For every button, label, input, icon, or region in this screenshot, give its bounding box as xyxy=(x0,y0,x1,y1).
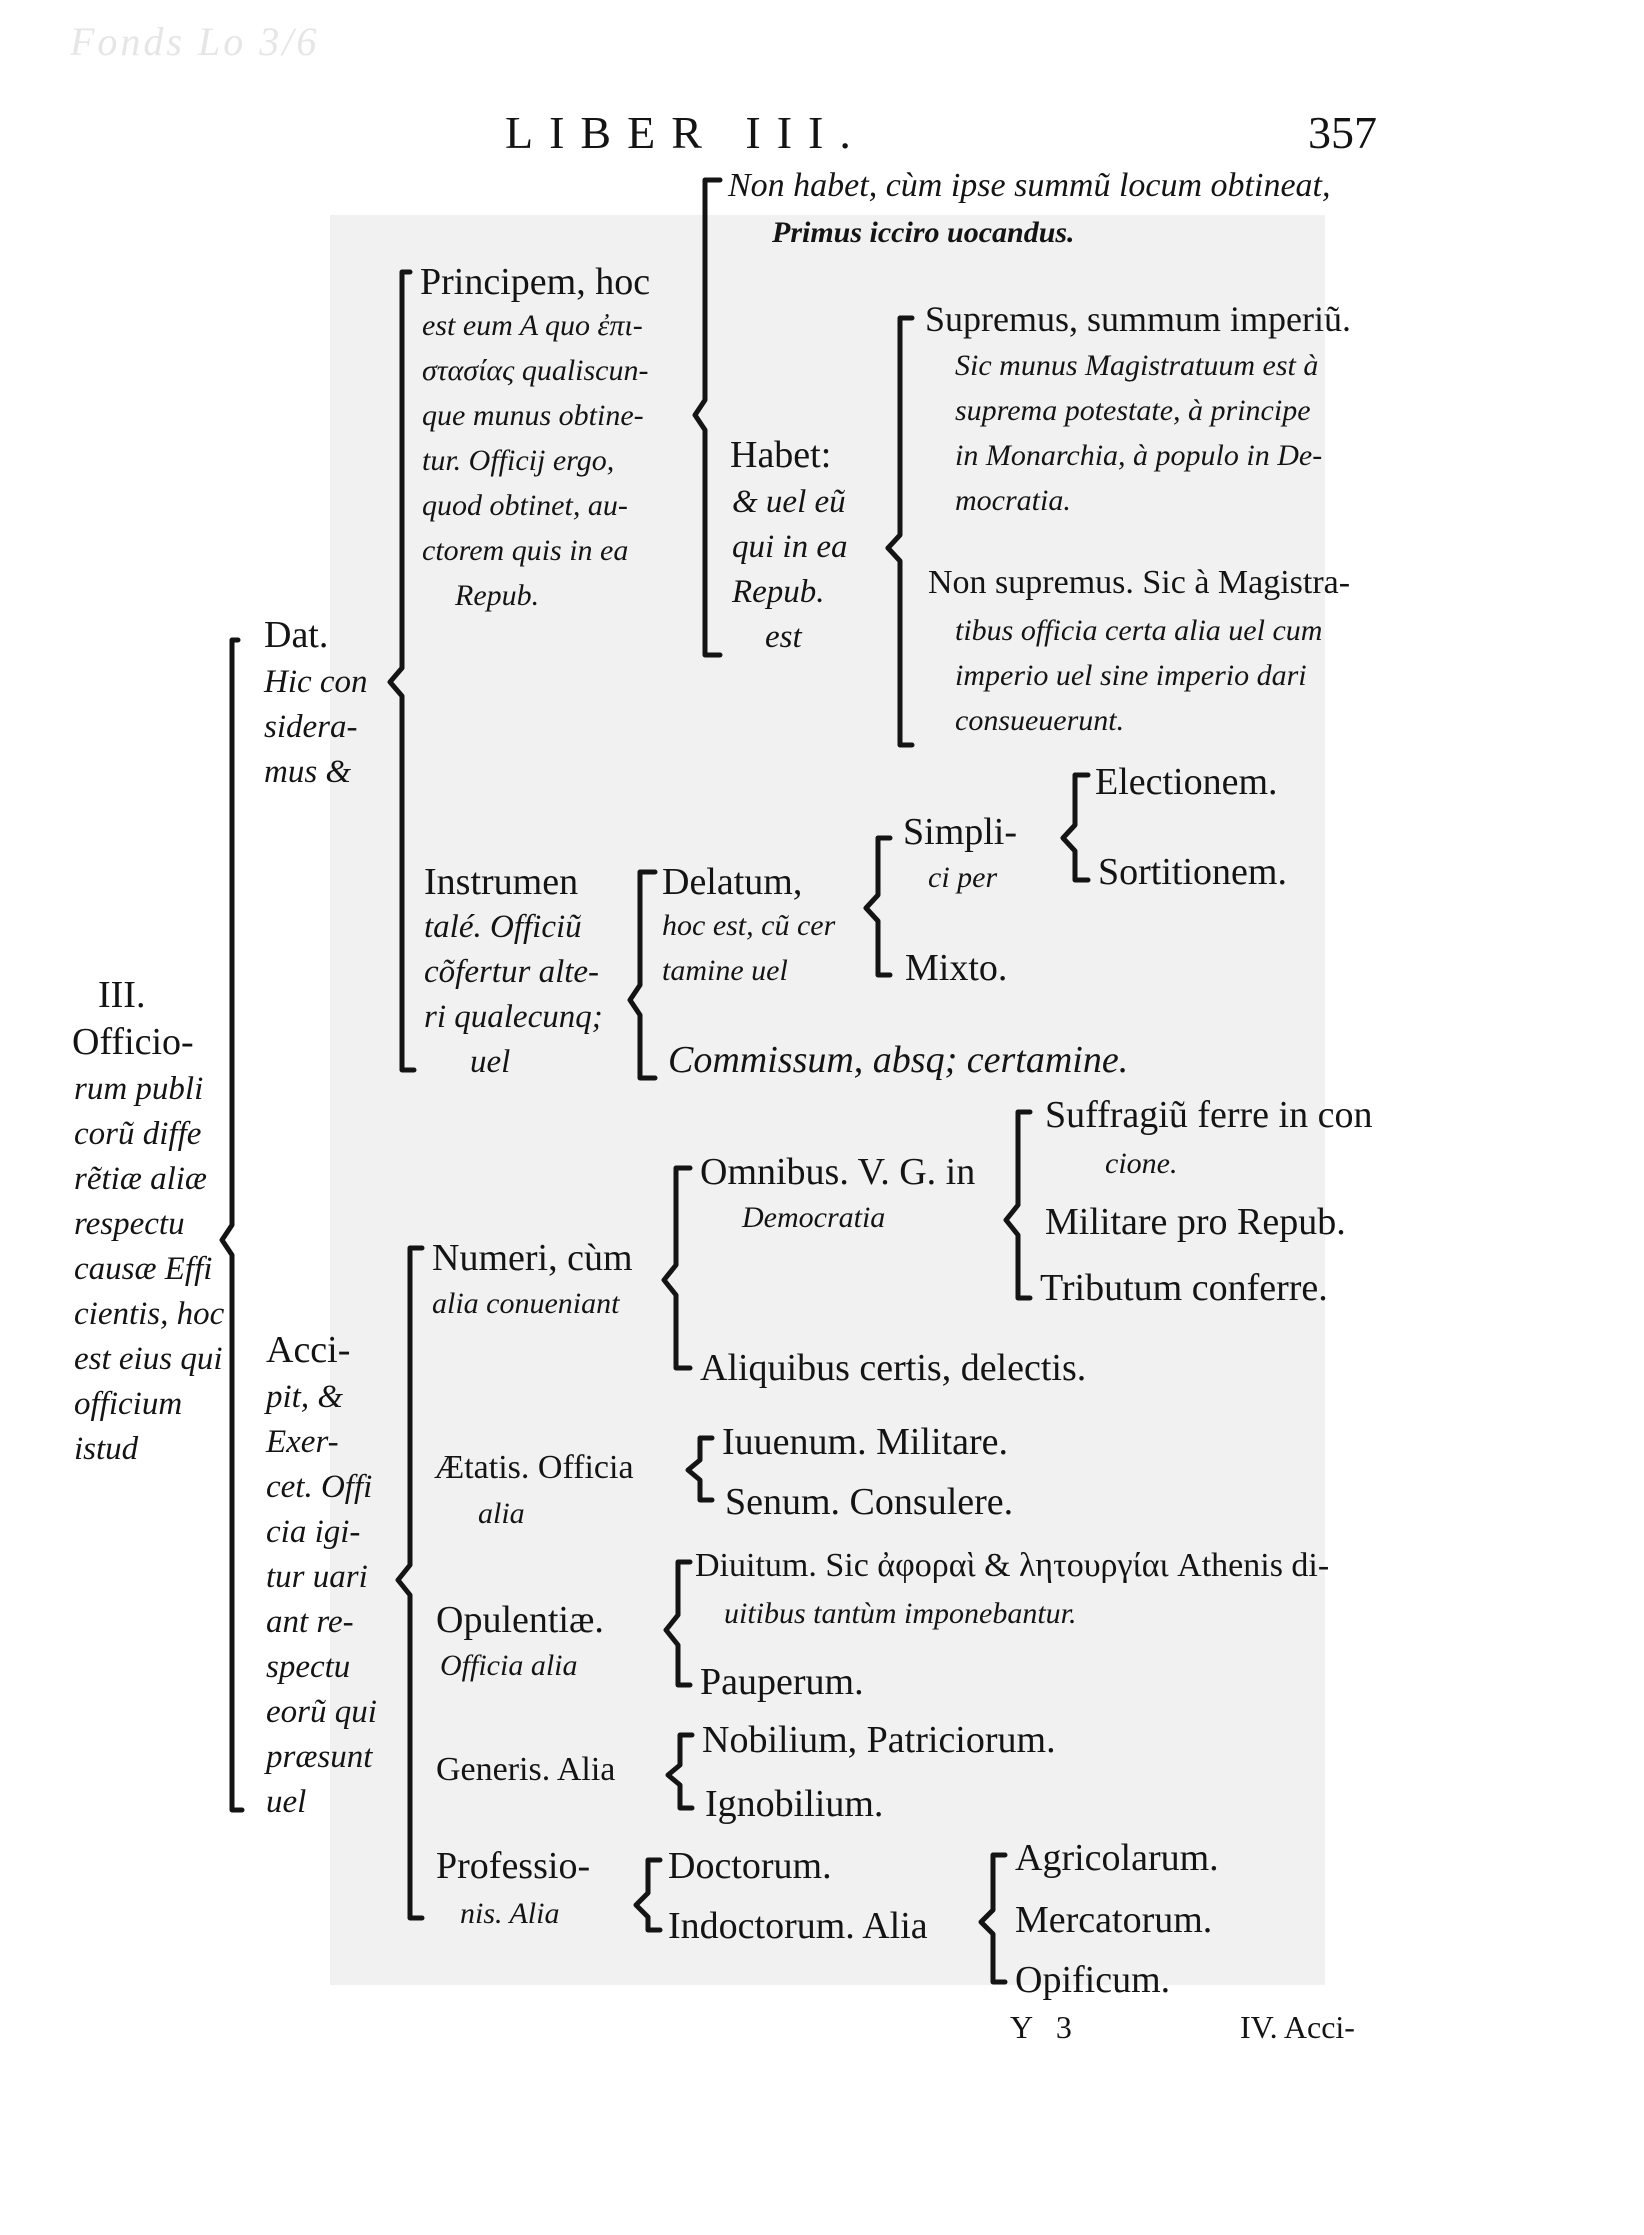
supremus-text: Supremus, summum imperiũ. xyxy=(925,299,1351,339)
opificum-text: Opificum. xyxy=(1015,1959,1171,2001)
generis-label: Generis. Alia xyxy=(436,1751,616,1788)
habet-line: qui in ea xyxy=(732,529,848,565)
principem-line: est eum A quo ἐπι- xyxy=(422,309,643,342)
catchword: IV. Acci- xyxy=(1240,2009,1355,2045)
omnibus-label: Omnibus. V. G. in xyxy=(700,1151,976,1193)
supremus-text: mocratia. xyxy=(955,484,1071,517)
principem-line: Repub. xyxy=(455,579,540,612)
mercatorum-text: Mercatorum. xyxy=(1015,1899,1213,1941)
mixto-text: Mixto. xyxy=(905,947,1008,989)
sortitionem-text: Sortitionem. xyxy=(1098,851,1287,893)
opulentiae-label: Opulentiæ. xyxy=(436,1599,604,1641)
non-supremus-text: consueuerunt. xyxy=(955,704,1125,737)
non-supremus-text: imperio uel sine imperio dari xyxy=(955,659,1307,692)
numeri-label: Numeri, cùm xyxy=(432,1237,633,1279)
accipit-line: pit, & xyxy=(266,1379,344,1415)
instrumentale-line: uel xyxy=(470,1044,511,1080)
root-line: rẽtiæ aliæ xyxy=(74,1161,207,1197)
instrumentale-line: talé. Officiũ xyxy=(424,909,582,945)
professionis-label: Professio- xyxy=(436,1845,591,1887)
simplici-label: Simpli- xyxy=(903,811,1018,853)
iuuenum-text: Iuuenum. Militare. xyxy=(722,1421,1008,1463)
supremus-text: suprema potestate, à principe xyxy=(955,394,1311,427)
root-line: causæ Effi xyxy=(74,1251,213,1287)
aliquibus-text: Aliquibus certis, delectis. xyxy=(700,1347,1087,1389)
dat-label: Dat. xyxy=(264,614,329,656)
root-line: Officio- xyxy=(72,1021,194,1063)
militare-text: Militare pro Repub. xyxy=(1045,1201,1346,1243)
doctorum-text: Doctorum. xyxy=(668,1845,832,1887)
instrumentale-line: cõfertur alte- xyxy=(424,954,600,990)
omnibus-line: Democratia xyxy=(742,1201,886,1234)
suffragium-text: Suffragiũ ferre in con xyxy=(1045,1094,1373,1136)
accipit-line: uel xyxy=(266,1784,307,1820)
accipit-line: ant re- xyxy=(266,1604,354,1640)
page-number: 357 xyxy=(1308,107,1377,158)
suffragium-text: cione. xyxy=(1105,1147,1178,1180)
simplici-line: ci per xyxy=(928,861,998,894)
pauperum-text: Pauperum. xyxy=(700,1661,864,1703)
instrumentale-line: ri qualecunq; xyxy=(424,999,603,1035)
signature-mark: Y 3 xyxy=(1010,2009,1080,2045)
professionis-line: nis. Alia xyxy=(460,1897,560,1930)
supremus-text: in Monarchia, à populo in De- xyxy=(955,439,1323,472)
principem-label: Principem, hoc xyxy=(420,261,651,303)
brace-root xyxy=(222,640,242,1810)
running-title: LIBER III. xyxy=(505,107,867,158)
root-line: rum publi xyxy=(74,1071,204,1107)
non-habet-text: Primus icciro uocandus. xyxy=(772,216,1075,249)
habet-line: est xyxy=(765,619,802,655)
accipit-line: cia igi- xyxy=(266,1514,361,1550)
root-line: cientis, hoc xyxy=(74,1296,225,1332)
non-habet-text: Non habet, cùm ipse summũ locum obtineat, xyxy=(728,167,1331,204)
non-supremus-text: Non supremus. Sic à Magistra- xyxy=(928,564,1351,601)
root-line: est eius qui xyxy=(74,1341,223,1377)
principem-line: στασίας qualiscun- xyxy=(422,354,649,387)
tributum-text: Tributum conferre. xyxy=(1040,1267,1328,1309)
habet-line: & uel eũ xyxy=(732,484,846,520)
electionem-text: Electionem. xyxy=(1095,761,1278,803)
numeri-line: alia conueniant xyxy=(432,1287,620,1320)
instrumentale-label: Instrumen xyxy=(424,861,579,903)
root-numeral: III. xyxy=(98,974,146,1016)
ignobilium-text: Ignobilium. xyxy=(705,1783,884,1825)
indoctorum-text: Indoctorum. Alia xyxy=(668,1905,928,1947)
principem-line: quod obtinet, au- xyxy=(422,489,628,522)
accipit-line: cet. Offi xyxy=(266,1469,373,1505)
principem-line: ctorem quis in ea xyxy=(422,534,629,567)
non-supremus-text: tibus officia certa alia uel cum xyxy=(955,614,1323,647)
dat-line: sidera- xyxy=(264,709,358,745)
accipit-line: eorũ qui xyxy=(266,1694,377,1730)
commissum-text: Commissum, absq; certamine. xyxy=(668,1039,1129,1081)
diuitum-text: uitibus tantùm imponebantur. xyxy=(724,1597,1077,1630)
accipit-label: Acci- xyxy=(266,1329,351,1371)
habet-label: Habet: xyxy=(730,434,832,476)
accipit-line: Exer- xyxy=(266,1424,339,1460)
principem-line: que munus obtine- xyxy=(422,399,644,432)
root-line: corũ diffe xyxy=(74,1116,202,1152)
principem-line: tur. Officij ergo, xyxy=(422,444,615,477)
ownership-stamp: Fonds Lo 3/6 xyxy=(70,19,320,64)
dat-line: mus & xyxy=(264,754,352,790)
dat-line: Hic con xyxy=(264,664,368,700)
opulentiae-line: Officia alia xyxy=(440,1649,578,1682)
nobilium-text: Nobilium, Patriciorum. xyxy=(702,1719,1056,1761)
delatum-label: Delatum, xyxy=(662,861,803,903)
senum-text: Senum. Consulere. xyxy=(725,1481,1014,1523)
aetatis-line: alia xyxy=(478,1497,525,1530)
aetatis-label: Ætatis. Officia xyxy=(434,1449,634,1486)
delatum-line: hoc est, cũ cer xyxy=(662,909,836,942)
root-line: respectu xyxy=(74,1206,185,1242)
habet-line: Repub. xyxy=(732,574,825,610)
supremus-text: Sic munus Magistratuum est à xyxy=(955,349,1319,382)
root-line: officium xyxy=(74,1386,183,1422)
delatum-line: tamine uel xyxy=(662,954,788,987)
diuitum-text: Diuitum. Sic ἀφοραὶ & λητουργίαι Athenis di- xyxy=(695,1547,1330,1584)
accipit-line: præsunt xyxy=(266,1739,373,1775)
accipit-line: spectu xyxy=(266,1649,351,1685)
accipit-line: tur uari xyxy=(266,1559,368,1595)
root-line: istud xyxy=(74,1431,139,1467)
agricolarum-text: Agricolarum. xyxy=(1015,1837,1219,1879)
